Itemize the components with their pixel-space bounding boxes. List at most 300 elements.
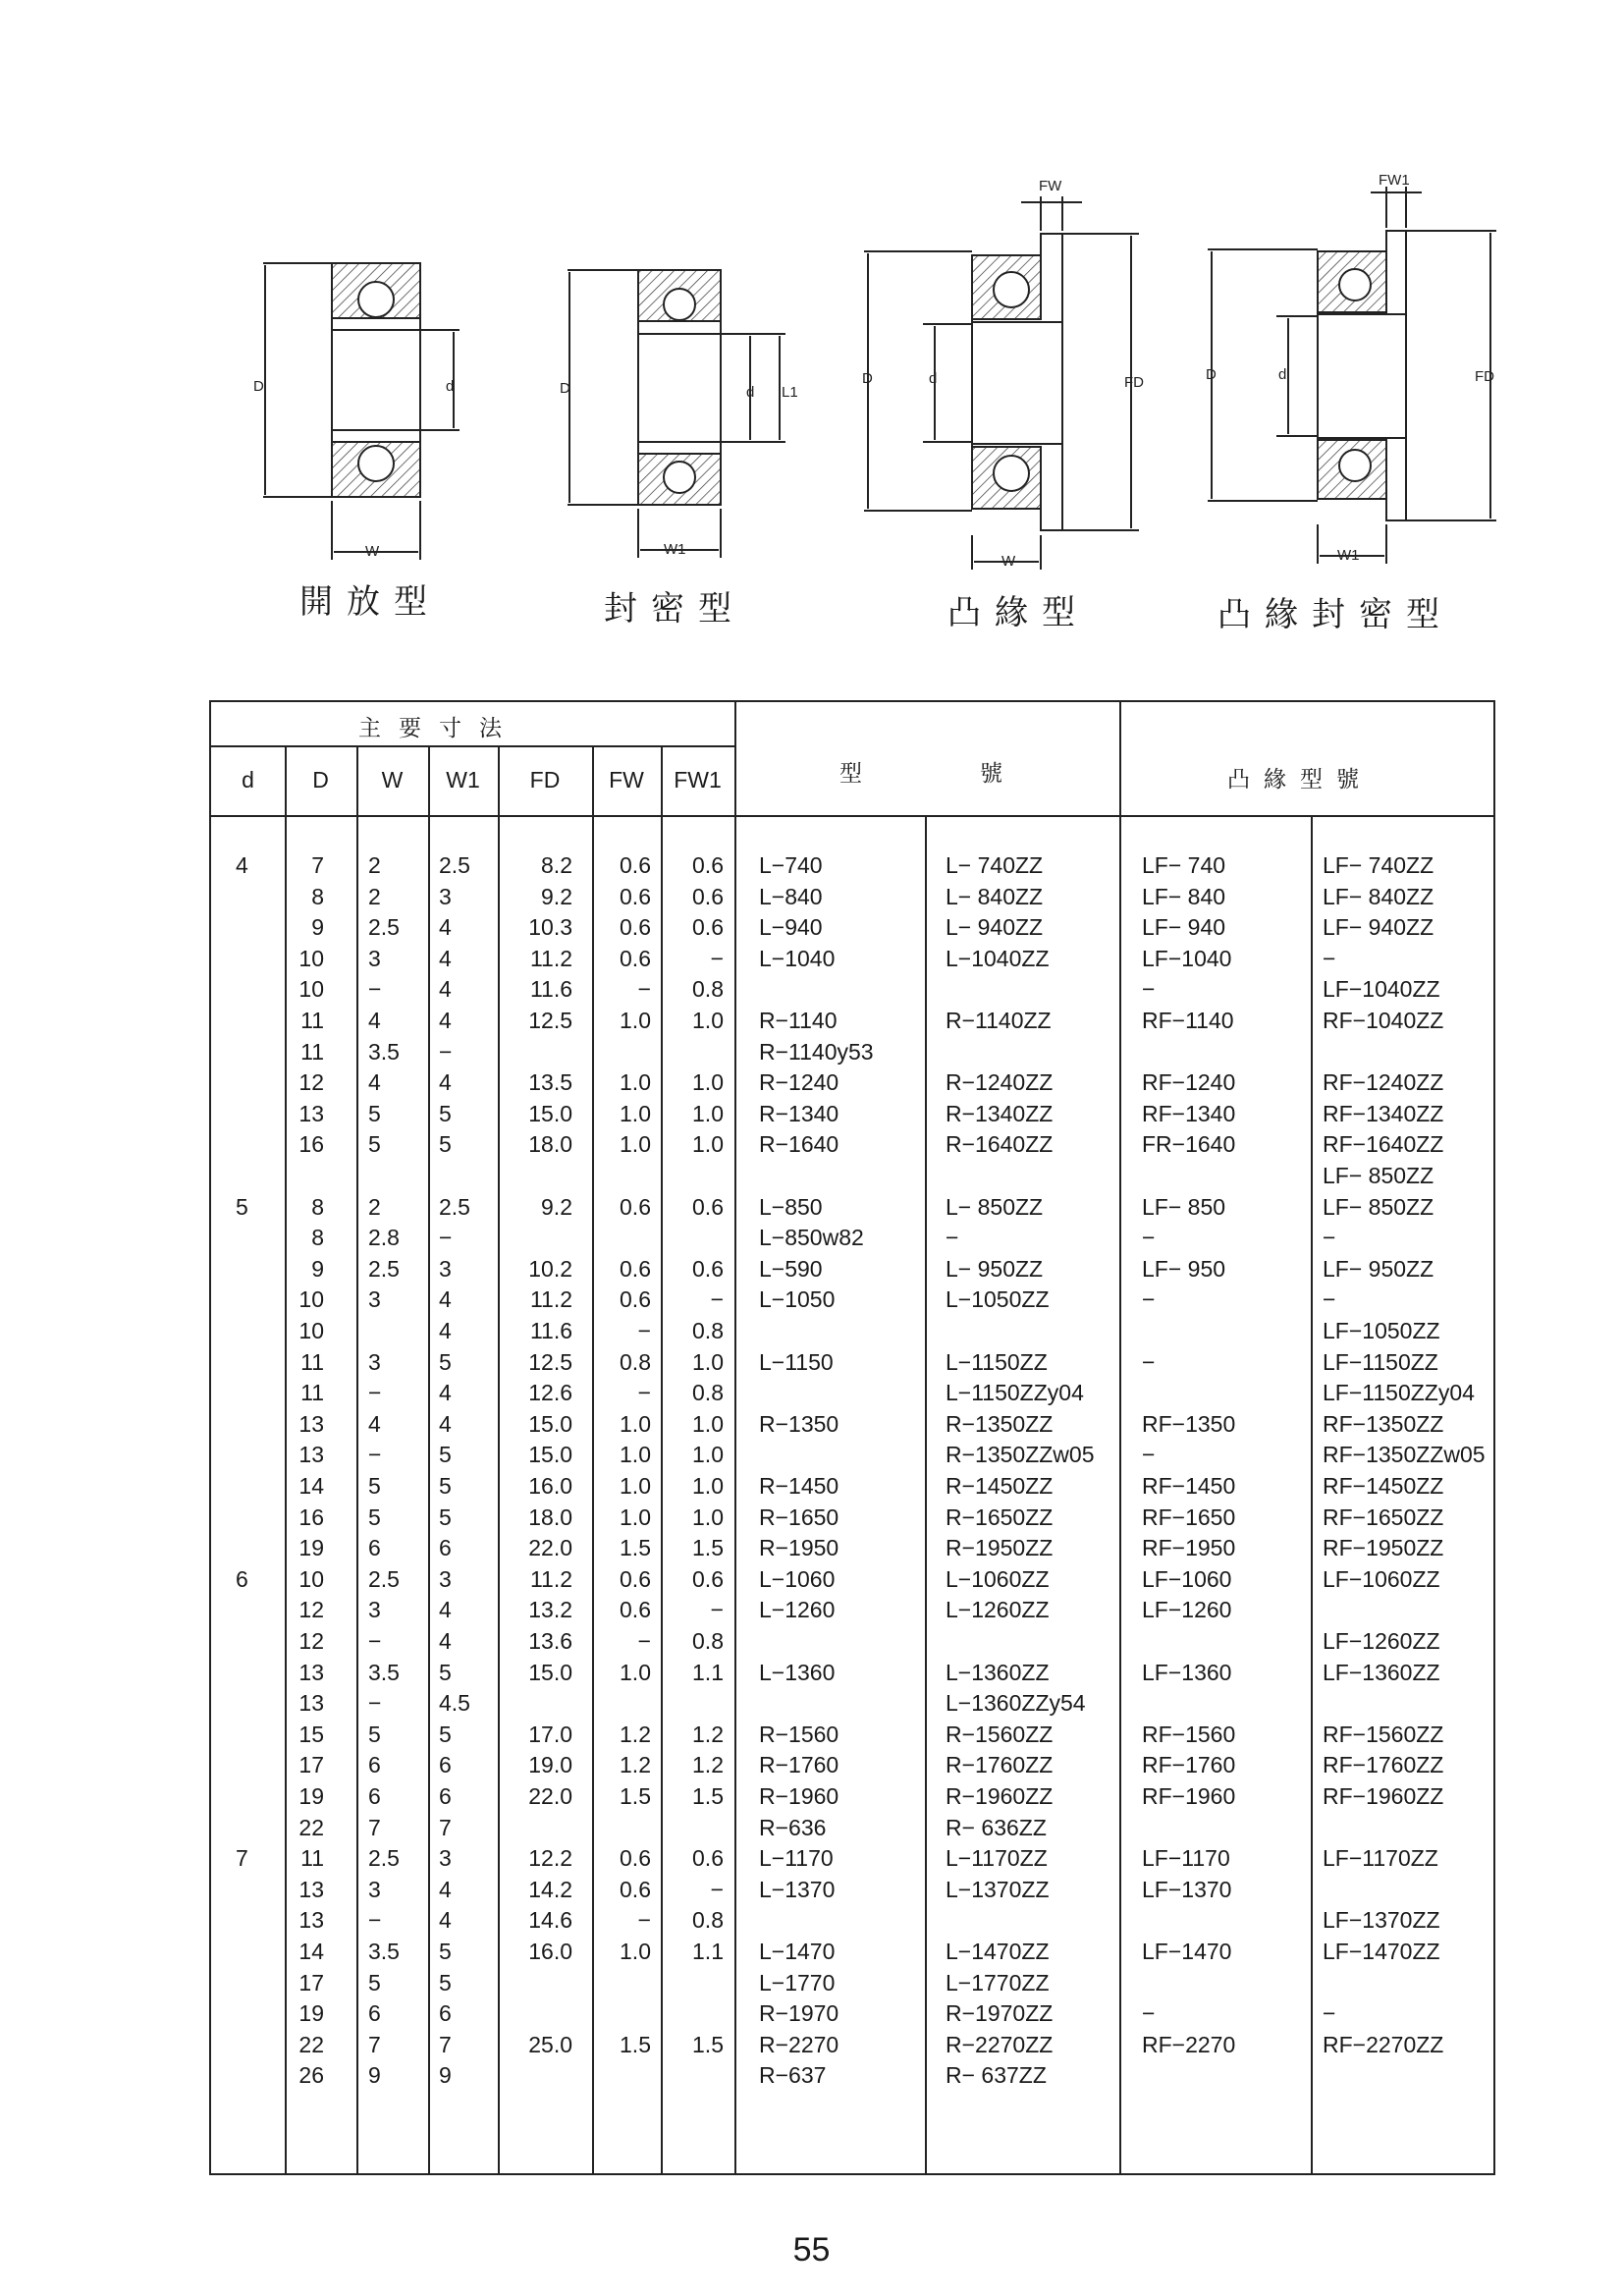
cell-flange-zz: RF−1640ZZ (1323, 1131, 1444, 1158)
cell-flange: LF− 950 (1142, 1255, 1226, 1282)
cell-FW1: 0.6 (692, 1255, 724, 1282)
cell-FW1: 1.0 (692, 1473, 724, 1499)
cell-flange-zz: RF−1560ZZ (1323, 1721, 1444, 1747)
cell-W1: − (439, 1225, 453, 1251)
cell-model: R−1140 (759, 1008, 838, 1033)
cell-FW1: 1.5 (692, 1783, 724, 1809)
cell-d (236, 1470, 275, 1502)
cell-model (759, 1904, 916, 1936)
flanged-sealed-type-label: 凸緣封密型 (1217, 595, 1453, 634)
cell-FW1: 0.6 (692, 852, 724, 878)
cell-D: 13 (298, 1100, 324, 1126)
flanged-type-drawing (864, 196, 1139, 570)
cell-model: L−1060 (759, 1565, 836, 1592)
cell-flange (1142, 1967, 1304, 1998)
cell-FD: 16.0 (528, 1473, 572, 1499)
cell-flange-zz: LF− 950ZZ (1323, 1255, 1434, 1282)
cell-flange-zz: LF−1150ZZy04 (1323, 1380, 1475, 1406)
cell-FD: 12.5 (528, 1348, 572, 1375)
cell-D: 13 (298, 1690, 324, 1717)
table-row (211, 1749, 1495, 1780)
cell-flange-zz (1323, 1594, 1494, 1625)
cell-FD (506, 1967, 572, 1998)
table-row (211, 2029, 1495, 2060)
cell-flange: LF−1370 (1142, 1876, 1232, 1902)
cell-FW: 0.6 (620, 1597, 651, 1623)
table-row (211, 1563, 1495, 1595)
cell-model: L−590 (759, 1255, 823, 1282)
cell-FD: 13.2 (528, 1597, 572, 1623)
table-row (211, 1284, 1495, 1315)
cell-model: L−1040 (759, 945, 836, 971)
cell-model-zz: R− 637ZZ (946, 2062, 1047, 2089)
cell-flange (1142, 1315, 1304, 1346)
cell-d (236, 2059, 275, 2091)
cell-D: 13 (298, 1410, 324, 1437)
table-row (211, 1222, 1495, 1253)
cell-d (236, 1128, 275, 1160)
cell-FW (596, 2059, 651, 2091)
cell-flange (1142, 1160, 1304, 1191)
cell-model-zz: R− 636ZZ (946, 1814, 1047, 1840)
cell-W: 2 (368, 852, 381, 878)
cell-FW: 0.6 (620, 883, 651, 909)
cell-model-zz: R−1960ZZ (946, 1783, 1054, 1809)
cell-FD (506, 1687, 572, 1719)
cell-W: 7 (368, 2031, 381, 2057)
cell-W1: 4 (439, 1286, 452, 1313)
cell-FW: 1.0 (620, 1503, 651, 1530)
cell-D: 11 (300, 1008, 324, 1033)
cell-model: R−1450 (759, 1473, 839, 1499)
cell-flange-zz: LF−1150ZZ (1323, 1348, 1438, 1375)
cell-FW: 1.0 (620, 1069, 651, 1096)
cell-FW1: 0.6 (692, 1845, 724, 1872)
cell-W1: 4 (439, 1008, 452, 1033)
cell-D: 11 (300, 1380, 324, 1406)
cell-FW: 0.6 (620, 914, 651, 941)
table-row (211, 1657, 1495, 1688)
cell-D: 10 (298, 1318, 324, 1343)
cell-FW (596, 1812, 651, 1843)
open-type-drawing (263, 263, 460, 560)
cell-W1: 4 (439, 1597, 452, 1623)
cell-W1: 2.5 (439, 852, 470, 878)
cell-FW1: 1.1 (692, 1659, 724, 1685)
cell-d (236, 881, 275, 912)
cell-W1: 5 (439, 1659, 452, 1685)
flanged-FW-label: FW (1039, 178, 1062, 194)
cell-model: L−740 (759, 852, 823, 878)
cell-FW1: − (710, 1286, 724, 1313)
cell-FW: 1.2 (620, 1752, 651, 1778)
table-row (211, 1687, 1495, 1719)
cell-model: R−1950 (759, 1535, 839, 1561)
cell-d: 7 (236, 1845, 248, 1872)
flange-model-header: 凸緣型號 (1227, 767, 1373, 793)
cell-model-zz: L−1170ZZ (946, 1845, 1048, 1872)
table-row (211, 1719, 1495, 1750)
cell-FW1 (665, 1222, 724, 1253)
sealed-L1-label: L1 (782, 384, 798, 401)
table-row (211, 1160, 1495, 1191)
cell-W: 5 (368, 1969, 381, 1995)
cell-d (236, 1812, 275, 1843)
cell-d (236, 1066, 275, 1098)
page-number: 55 (792, 2231, 831, 2269)
cell-model: L−940 (759, 914, 823, 941)
cell-model: L−1470 (759, 1939, 836, 1964)
cell-d (236, 911, 275, 943)
cell-flange-zz: LF−1040ZZ (1323, 976, 1440, 1003)
table-row (211, 1191, 1495, 1223)
cell-flange: LF− 940 (1142, 914, 1226, 941)
cell-model-zz: R−1350ZZw05 (946, 1442, 1095, 1468)
cell-model-zz: L− 940ZZ (946, 914, 1044, 941)
cell-W: 4 (368, 1008, 381, 1033)
cell-D: 16 (298, 1131, 324, 1158)
cell-model: R−1960 (759, 1783, 839, 1809)
cell-W: − (368, 976, 382, 1003)
table-row (211, 1625, 1495, 1657)
cell-W: − (368, 1442, 382, 1468)
cell-W1: 3 (439, 1845, 452, 1872)
cell-D: 22 (298, 1814, 324, 1840)
cell-flange (1142, 1904, 1304, 1936)
cell-W: 4 (368, 1069, 381, 1096)
cell-FD: 19.0 (528, 1752, 572, 1778)
table-row (211, 1594, 1495, 1625)
flsealed-D-label: D (1206, 366, 1217, 383)
cell-W1: 5 (439, 1442, 452, 1468)
cell-FW (596, 1997, 651, 2029)
cell-W: − (368, 1690, 382, 1717)
cell-flange-zz: LF−1260ZZ (1323, 1628, 1440, 1654)
cell-FW: − (637, 1628, 651, 1654)
cell-model: R−1140y53 (759, 1038, 874, 1065)
cell-model-zz: R−1140ZZ (946, 1008, 1052, 1033)
cell-FW: 1.0 (620, 1473, 651, 1499)
cell-FD (506, 1222, 572, 1253)
cell-flange-zz: − (1323, 2000, 1336, 2027)
cell-FW1: 0.8 (692, 1907, 724, 1934)
cell-model-zz: L− 850ZZ (946, 1193, 1044, 1220)
cell-flange-zz (1323, 1687, 1494, 1719)
cell-W: 7 (368, 1814, 381, 1840)
cell-FD (506, 1160, 572, 1191)
cell-flange-zz: RF−1650ZZ (1323, 1503, 1444, 1530)
cell-FW1: 1.0 (692, 1100, 724, 1126)
table-row (211, 881, 1495, 912)
cell-d (236, 1408, 275, 1440)
cell-d (236, 973, 275, 1005)
cell-FW (596, 1160, 651, 1191)
cell-flange-zz: LF− 850ZZ (1323, 1163, 1434, 1188)
table-row (211, 1377, 1495, 1408)
cell-model-zz: L−1150ZZy04 (946, 1380, 1084, 1406)
column-header-fw: FW (609, 767, 644, 793)
table-row (211, 1904, 1495, 1936)
cell-d (236, 1439, 275, 1470)
cell-model-zz: L−1470ZZ (946, 1939, 1050, 1964)
cell-d (236, 1253, 275, 1285)
cell-W1 (439, 1160, 488, 1191)
cell-W1: 3 (439, 1255, 452, 1282)
cell-W: 2.5 (368, 1255, 400, 1282)
cell-W1: 4.5 (439, 1690, 470, 1717)
cell-model-zz (946, 1904, 1112, 1936)
cell-FW1: 1.0 (692, 1503, 724, 1530)
cell-FW1: − (710, 1876, 724, 1902)
flsealed-FD-label: FD (1475, 368, 1494, 385)
cell-W1: 5 (439, 1939, 452, 1964)
cell-W1: 4 (439, 945, 452, 971)
cell-W: 6 (368, 1783, 381, 1809)
cell-flange-zz: LF− 850ZZ (1323, 1193, 1434, 1220)
cell-flange: − (1142, 1348, 1156, 1375)
table-row (211, 1036, 1495, 1067)
cell-D: 19 (298, 2000, 324, 2027)
cell-d (236, 1036, 275, 1067)
cell-flange (1142, 1377, 1304, 1408)
cell-model-zz (946, 1036, 1112, 1067)
cell-W1: 9 (439, 2062, 452, 2089)
cell-FD: 15.0 (528, 1410, 572, 1437)
cell-FW1: 1.0 (692, 1131, 724, 1158)
cell-D: 15 (298, 1721, 324, 1747)
cell-d (236, 1749, 275, 1780)
cell-model: L−1050 (759, 1286, 836, 1313)
cell-flange: LF−1060 (1142, 1565, 1232, 1592)
cell-flange: RF−1960 (1142, 1783, 1236, 1809)
cell-W1: 4 (439, 1380, 452, 1406)
cell-flange: − (1142, 976, 1156, 1003)
cell-D: 9 (311, 914, 324, 941)
cell-flange: RF−1340 (1142, 1100, 1236, 1126)
cell-d (236, 1315, 275, 1346)
cell-flange-zz: RF−1450ZZ (1323, 1473, 1444, 1499)
cell-FD: 14.2 (528, 1876, 572, 1902)
cell-flange-zz: LF−1050ZZ (1323, 1318, 1440, 1343)
cell-model: R−2270 (759, 2031, 839, 2057)
cell-d (236, 1222, 275, 1253)
cell-W1: 7 (439, 2031, 452, 2057)
cell-flange-zz: RF−1240ZZ (1323, 1069, 1444, 1096)
cell-FD: 25.0 (528, 2031, 572, 2057)
cell-model: R−1640 (759, 1131, 839, 1158)
cell-FD: 18.0 (528, 1503, 572, 1530)
cell-FW: 1.5 (620, 1783, 651, 1809)
cell-d (236, 1160, 275, 1191)
cell-FW: 0.6 (620, 1845, 651, 1872)
cell-FW1: 1.2 (692, 1752, 724, 1778)
cell-model-zz (946, 1160, 1112, 1191)
cell-flange-zz: RF−1960ZZ (1323, 1783, 1444, 1809)
cell-flange-zz: − (1323, 1225, 1336, 1251)
cell-model-zz: R−1240ZZ (946, 1069, 1054, 1096)
cell-model-zz: L−1040ZZ (946, 945, 1050, 971)
cell-D: 8 (311, 1193, 324, 1220)
flsealed-d-label: d (1278, 366, 1287, 383)
cell-d (236, 1346, 275, 1378)
cell-model: R−1350 (759, 1410, 839, 1437)
cell-FW1: 1.5 (692, 1535, 724, 1561)
cell-flange: RF−1240 (1142, 1069, 1236, 1096)
cell-W1: 5 (439, 1131, 452, 1158)
cell-D: 8 (311, 883, 324, 909)
cell-FW: 1.0 (620, 1100, 651, 1126)
cell-model: L−850 (759, 1193, 823, 1220)
cell-W: − (368, 1380, 382, 1406)
cell-model-zz: L−1260ZZ (946, 1597, 1050, 1623)
cell-FD: 12.6 (528, 1380, 572, 1406)
cell-FW: 1.0 (620, 1442, 651, 1468)
cell-d (236, 1904, 275, 1936)
cell-model: L−1150 (759, 1348, 834, 1375)
cell-d: 6 (236, 1565, 248, 1592)
cell-flange: RF−1350 (1142, 1410, 1236, 1437)
cell-model-zz: L− 950ZZ (946, 1255, 1044, 1282)
flanged-FD-label: FD (1124, 374, 1144, 391)
table-row (211, 1439, 1495, 1470)
cell-model: R−1650 (759, 1503, 839, 1530)
cell-W: 3.5 (368, 1659, 400, 1685)
cell-model: R−1970 (759, 2000, 839, 2027)
cell-W1: 4 (439, 1318, 452, 1343)
cell-FW1 (665, 1687, 724, 1719)
cell-D: 12 (298, 1597, 324, 1623)
flsealed-W1-label: W1 (1337, 547, 1360, 564)
cell-model-zz: L−1060ZZ (946, 1565, 1050, 1592)
sealed-type-label: 封密型 (604, 589, 745, 629)
table-row (211, 1780, 1495, 1812)
cell-FD: 12.2 (528, 1845, 572, 1872)
cell-model (759, 1439, 916, 1470)
cell-model: L−1170 (759, 1845, 834, 1872)
cell-model (759, 1315, 916, 1346)
cell-FW1 (665, 1967, 724, 1998)
cell-FW1: 0.6 (692, 1565, 724, 1592)
cell-d (236, 1780, 275, 1812)
cell-flange-zz: RF−1340ZZ (1323, 1100, 1444, 1126)
bearing-spec-table (209, 700, 1495, 2175)
open-type-label: 開放型 (299, 582, 441, 622)
cell-flange: RF−2270 (1142, 2031, 1236, 2057)
cell-W: 2 (368, 883, 381, 909)
cell-FW1: 1.0 (692, 1008, 724, 1033)
cell-FW: 1.0 (620, 1008, 651, 1033)
cell-W: 6 (368, 1535, 381, 1561)
cell-flange-zz: LF−1470ZZ (1323, 1939, 1440, 1964)
cell-W: 3 (368, 1286, 381, 1313)
cell-W: 5 (368, 1473, 381, 1499)
cell-model (759, 1687, 916, 1719)
cell-W: 2.5 (368, 914, 400, 941)
cell-D: 10 (298, 976, 324, 1003)
cell-FD: 22.0 (528, 1783, 572, 1809)
cell-FW1: 0.6 (692, 883, 724, 909)
cell-flange (1142, 1812, 1304, 1843)
cell-FW1: 1.0 (692, 1348, 724, 1375)
cell-d (236, 1657, 275, 1688)
cell-d (236, 1594, 275, 1625)
cell-flange: LF−1170 (1142, 1845, 1230, 1872)
cell-flange-zz: LF− 840ZZ (1323, 883, 1434, 909)
cell-d (236, 1098, 275, 1129)
cell-FW1: 0.8 (692, 1380, 724, 1406)
open-D-label: D (253, 378, 264, 395)
cell-W: 5 (368, 1503, 381, 1530)
cell-FD: 8.2 (541, 852, 572, 878)
cell-FW: 0.6 (620, 1286, 651, 1313)
cell-flange-zz: − (1323, 945, 1336, 971)
cell-FW1: 0.8 (692, 1628, 724, 1654)
cell-W1: 7 (439, 1814, 452, 1840)
cell-FD: 14.6 (528, 1907, 572, 1934)
cell-model: L−1360 (759, 1659, 836, 1685)
sealed-d-label: d (746, 384, 755, 401)
cell-FW1: 1.0 (692, 1410, 724, 1437)
table-row (211, 1936, 1495, 1967)
cell-model-zz: L−1360ZZy54 (946, 1690, 1086, 1717)
cell-model-zz: R−1650ZZ (946, 1503, 1054, 1530)
cell-D: 17 (298, 1969, 324, 1995)
cell-FW (596, 1967, 651, 1998)
cell-d: 5 (236, 1193, 248, 1220)
table-row (211, 1346, 1495, 1378)
table-row (211, 1967, 1495, 1998)
table-row (211, 1874, 1495, 1905)
table-row (211, 1408, 1495, 1440)
cell-model-zz: R−1760ZZ (946, 1752, 1054, 1778)
cell-FW1: 1.0 (692, 1442, 724, 1468)
cell-model-zz: R−1340ZZ (946, 1100, 1054, 1126)
cell-W1: 5 (439, 1100, 452, 1126)
cell-FD: 11.2 (529, 945, 572, 971)
cell-flange (1142, 1687, 1304, 1719)
cell-D: 13 (298, 1907, 324, 1934)
cell-flange-zz (1323, 1036, 1494, 1067)
cell-flange: LF−1260 (1142, 1597, 1232, 1623)
cell-FW1 (665, 1812, 724, 1843)
cell-FW1: 0.6 (692, 914, 724, 941)
cell-model-zz: L− 740ZZ (946, 852, 1044, 878)
cell-W1: 5 (439, 1969, 452, 1995)
cell-W: − (368, 1907, 382, 1934)
cell-W1: 4 (439, 1069, 452, 1096)
table-row (211, 1253, 1495, 1285)
cell-D (290, 1160, 324, 1191)
cell-FW: − (637, 976, 651, 1003)
cell-FW1: − (710, 1597, 724, 1623)
cell-W1: 4 (439, 1628, 452, 1654)
cell-FW1: 0.8 (692, 1318, 724, 1343)
cell-flange-zz: LF−1060ZZ (1323, 1565, 1440, 1592)
cell-flange: RF−1760 (1142, 1752, 1236, 1778)
cell-D: 12 (298, 1069, 324, 1096)
cell-model: R−1760 (759, 1752, 839, 1778)
cell-FW (596, 1687, 651, 1719)
cell-W1: 6 (439, 1752, 452, 1778)
open-W-label: W (365, 543, 380, 560)
cell-W: 2.5 (368, 1565, 400, 1592)
cell-model (759, 1625, 916, 1657)
column-header-w: W (381, 767, 404, 793)
open-d-label: d (446, 378, 455, 395)
cell-model: R−637 (759, 2062, 827, 2089)
table-row (211, 943, 1495, 974)
bearing-cross-section-drawings (0, 0, 1623, 668)
